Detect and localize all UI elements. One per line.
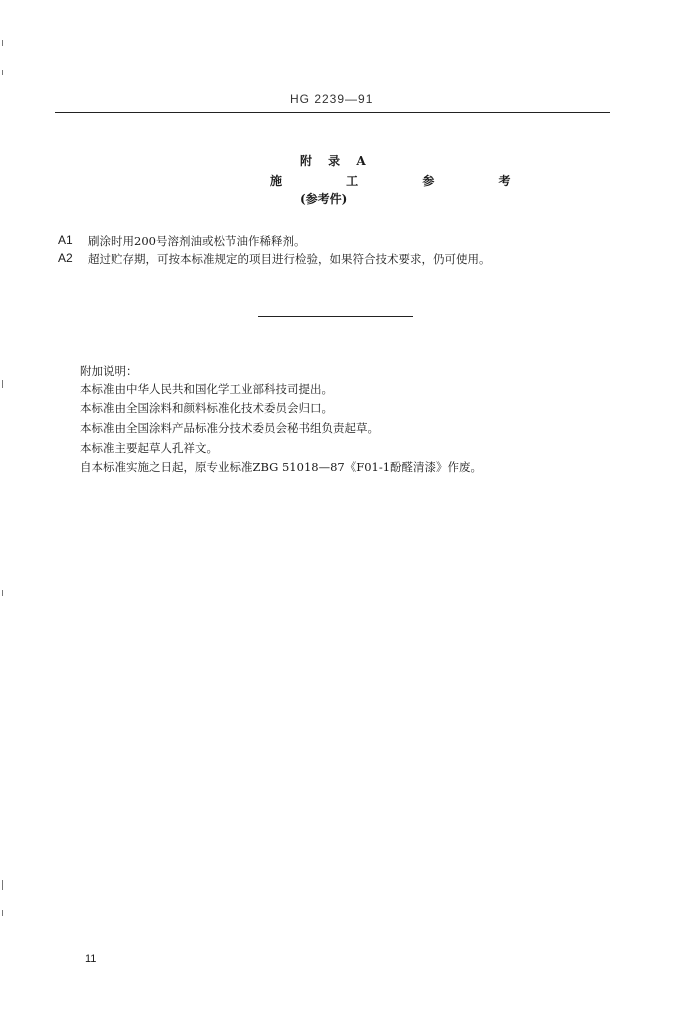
additional-note-line: 本标准由全国涂料产品标准分技术委员会秘书组负责起草。 bbox=[80, 421, 379, 435]
scan-speck bbox=[2, 380, 3, 388]
additional-note-line: 本标准由全国涂料和颜料标准化技术委员会归口。 bbox=[80, 401, 333, 415]
scan-speck bbox=[2, 880, 3, 890]
appendix-title: 附 录 A bbox=[300, 154, 372, 168]
clause-number: A1 bbox=[58, 233, 73, 247]
additional-notes-title: 附加说明： bbox=[80, 364, 138, 378]
scan-speck bbox=[2, 40, 3, 46]
additional-note-line: 本标准主要起草人孔祥文。 bbox=[80, 441, 218, 455]
clause-number: A2 bbox=[58, 251, 73, 265]
additional-note-line: 本标准由中华人民共和国化学工业部科技司提出。 bbox=[80, 382, 333, 396]
appendix-note: (参考件) bbox=[300, 192, 348, 206]
scan-speck bbox=[2, 910, 3, 916]
clause-text: 刷涂时用200号溶剂油或松节油作稀释剂。 bbox=[88, 234, 306, 248]
scan-speck bbox=[2, 590, 3, 596]
appendix-subtitle: 施 工 参 考 bbox=[270, 174, 541, 188]
header-rule bbox=[55, 112, 610, 113]
page-number: 11 bbox=[85, 953, 97, 965]
standard-number: HG 2239—91 bbox=[290, 92, 374, 106]
clause-text: 超过贮存期，可按本标准规定的项目进行检验，如果符合技术要求，仍可使用。 bbox=[88, 252, 491, 266]
end-rule bbox=[258, 316, 413, 317]
scan-speck bbox=[2, 70, 3, 75]
additional-note-line: 自本标准实施之日起，原专业标准ZBG 51018—87《F01-1酚醛清漆》作废。 bbox=[80, 460, 483, 474]
